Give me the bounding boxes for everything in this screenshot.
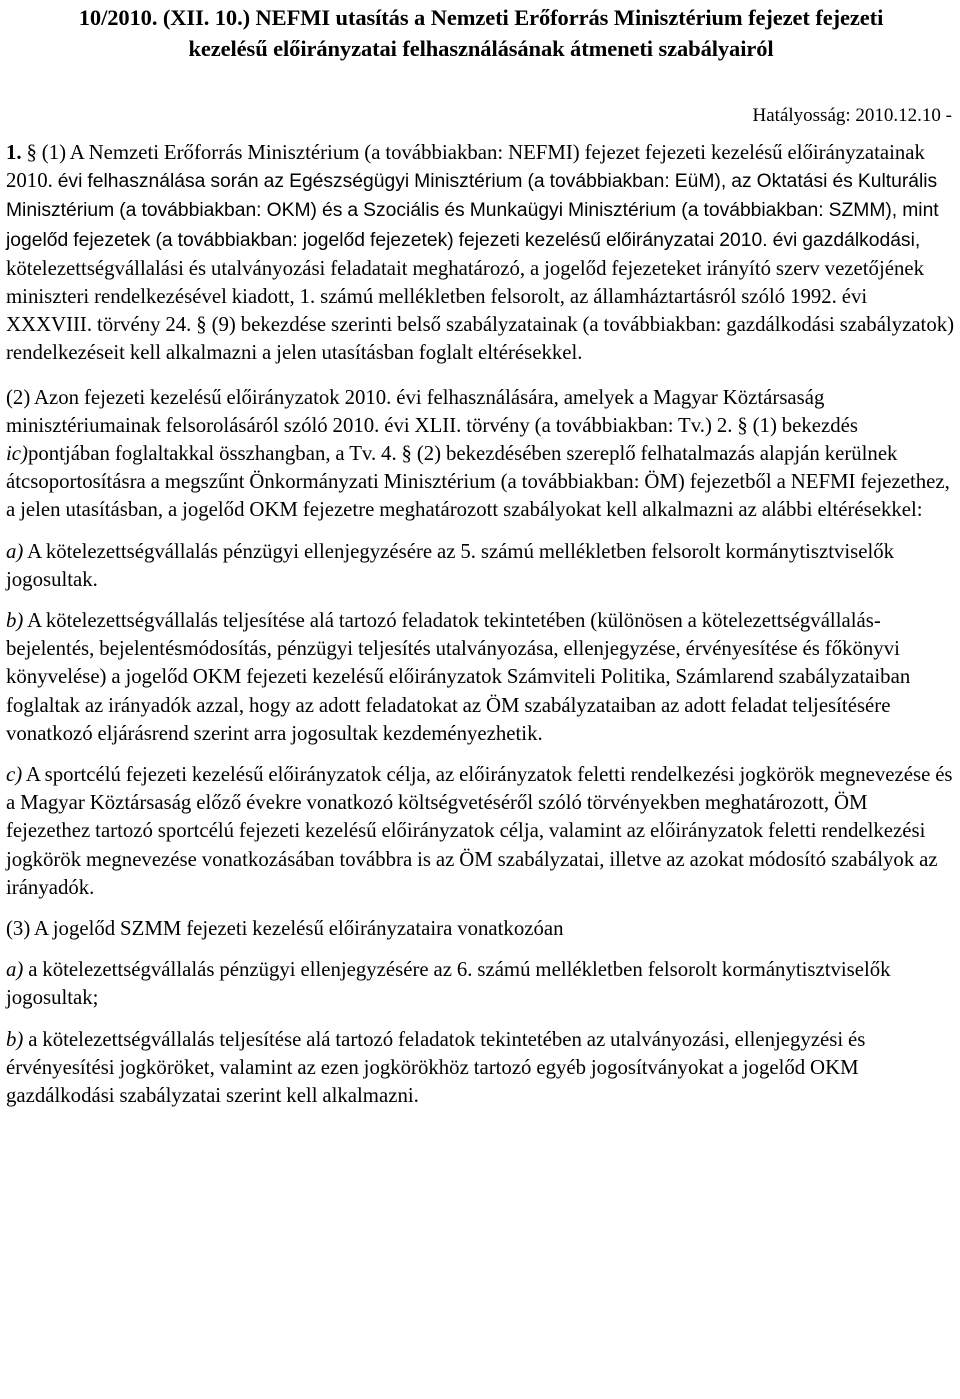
document-title: [6, 0, 956, 64]
item-a: [6, 538, 956, 594]
title-line-1: 10/2010. (XII. 10.) NEFMI utasítás a Nemzeti Erőforrás Minisztérium fejezet fejezeti: [78, 5, 884, 30]
item-3b-text: a kötelezettségvállalás teljesítése alá tartozó feladatok tekintetében az utalványozási, ellenjegyzési és érvényesítési jogköröket, valamint az ezen jogkörökhöz tartozó egyéb jogosítványokat a jogelőd OKM gazdálkodási szabályzatai szerint kell alkalmazni.: [6, 1027, 866, 1108]
paragraph-2-text: (2) Azon fejezeti kezelésű előirányzatok 2010. évi felhasználására, amelyek a Magyar Köztársaság minisztériumainak felsorolásáról szóló 2010. évi XLII. törvény (a továbbiakban: Tv.) 2. § (1) bekezdés: [6, 385, 858, 437]
section-number: 1.: [6, 141, 22, 164]
item-3a-text: a kötelezettségvállalás pénzügyi ellenjegyzésére az 6. számú mellékletben felsorolt kormánytisztviselők jogosultak;: [6, 958, 891, 1010]
item-3b: [6, 1026, 956, 1111]
item-b-text: A kötelezettségvállalás teljesítése alá tartozó feladatok tekintetében (különösen a kötelezettségvállalás- bejelentés, bejelentésmódosítás, pénzügyi teljesítés utalványozása, ellenjegyzése, érvényesítése és főkönyvi könyvelése) a jogelőd OKM fejezeti kezelésű előirányzatok Számviteli Politika, Számlarend szabályzataiban foglaltak az irányadók azzal, hogy az adott feladatokat az ÖM szabályzataiban az adott feladat teljesítésére vonatkozó eljárásrend szerint arra jogosultak kezdeményezhetik.: [6, 609, 911, 745]
item-c-label: c): [6, 763, 23, 787]
paragraph-1-part-b: évi felhasználása során az Egészségügyi Minisztérium (a továbbiakban: EüM), az Oktatási és Kulturális Minisztérium (a továbbiakban: OKM) és a Szociális és Munkaügyi Minisztérium (a továbbiakban: SZMM), mint jogelőd fejezetek (a továbbiakban: jogelőd fejezetek) fejezeti kezelésű előirányzatai 2010. évi gazdálkodási,: [6, 171, 939, 251]
item-b: [6, 607, 956, 748]
title-line-2: kezelésű előirányzatai felhasználásának átmeneti szabályairól: [188, 36, 774, 61]
item-b-label: b): [6, 609, 24, 633]
item-3b-label: b): [6, 1027, 24, 1051]
item-c: [6, 761, 956, 902]
item-3a: [6, 956, 956, 1012]
item-c-text: A sportcélú fejezeti kezelésű előirányzatok célja, az előirányzatok feletti rendelkezési jogkörök megnevezése és a Magyar Köztársaság előző évekre vonatkozó költségvetéséről szóló törvényekben meghatározott, ÖM fejezethez tartozó sportcélú fejezeti kezelésű előirányzatok célja, valamint az előirányzatok feletti rendelkezési jogkörök megnevezése vonatkozásában továbbra is az ÖM szabályzatai, illetve az azokat módosító szabályok az irányadók.: [6, 763, 953, 899]
paragraph-2-italic: ic): [6, 442, 28, 466]
item-3a-label: a): [6, 958, 24, 982]
document-page: [6, 0, 956, 1110]
item-a-text: A kötelezettségvállalás pénzügyi ellenjegyzésére az 5. számú mellékletben felsorolt kormánytisztviselők jogosultak.: [6, 539, 895, 591]
effective-date: Hatályosság: 2010.12.10 -: [752, 105, 952, 126]
paragraph-2-rest: pontjában foglaltakkal összhangban, a Tv. 4. § (2) bekezdésében szereplő felhatalmazás alapján kerülnek átcsoportosításra a megszűnt Önkormányzati Minisztérium (a továbbiakban: ÖM) fejezetből a NEFMI fejezethez, a jelen utasításban, a jogelőd OKM fejezetre meghatározott szabályokat kell alkalmazni az alábbi eltérésekkel:: [6, 442, 950, 522]
paragraph-3: (3) A jogelőd SZMM fejezeti kezelésű előirányzataira vonatkozóan: [6, 917, 564, 941]
item-a-label: a): [6, 539, 24, 563]
paragraph-1-part-c: kötelezettségvállalási és utalványozási feladatait meghatározó, a jogelőd fejezeteket irányító szerv vezetőjének miniszteri rendelkezésével kiadott, 1. számú mellékletben felsorolt, az államháztartásról szóló 1992. évi XXXVIII. törvény 24. § (9) bekezdése szerinti belső szabályzatainak (a továbbiakban: gazdálkodási szabályzatok) rendelkezéseit kell alkalmazni a jelen utasításban foglalt eltérésekkel.: [6, 256, 955, 365]
paragraph-1-part-a: § (1) A Nemzeti Erőforrás Minisztérium (a továbbiakban: NEFMI) fejezet fejezeti kezelésű előirányzatainak 2010.: [6, 141, 925, 193]
paragraph-1: [6, 139, 956, 368]
paragraph-2: [6, 384, 956, 525]
